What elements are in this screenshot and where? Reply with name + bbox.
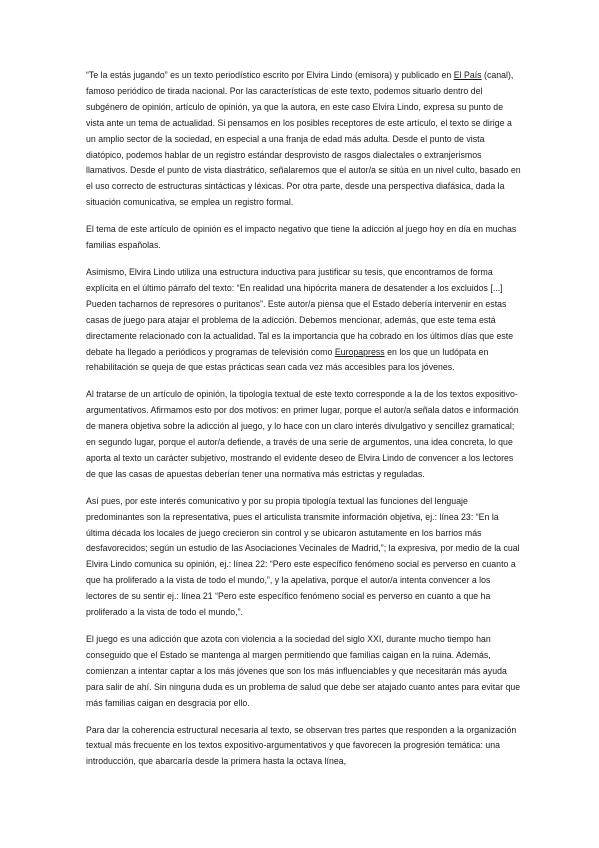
paragraph-language-functions: Así pues, por este interés comunicativo y por su propia tipología textual las funciones del lenguaje predominantes son la representativa, pues el articulista transmite información objetiva, ej.: línea 23: “En la última década los locales de juego crecieron sin control y se ubicaron astutamente en los barrios más desfavorecidos; según un estudio de las Asociaciones Vecinales de Madrid,”; la expresiva, por medio de la cual Elvira Lindo comunica su opinión, ej.: línea 22: “Pero este específico fenómeno social es perverso en cuanto a que ha proliferado a la vista de todo el mundo,”, y la apelativa, porque el autor/a intenta convencer a los lectores de su sentir ej.: línea 21 “Pero este específico fenómeno social es perverso en cuanto a que ha proliferado a la vista de todo el mundo,”. (86, 495, 520, 618)
el-pais-link[interactable]: El País (453, 70, 482, 80)
paragraph-text: en los que un ludópata en rehabilitación se queja de que estas prácticas sean cada vez más accesibles para los jóvenes. (86, 346, 489, 373)
paragraph-typology: Al tratarse de un artículo de opinión, la tipología textual de este texto corresponde a la de los textos expositivo-argumentativos. Afirmamos esto por dos motivos: en primer lugar, porque el autor/a señala datos e información de manera objetiva sobre la adicción al juego, y lo hace con un claro interés divulgativo y sencillez gramatical; en segundo lugar, porque el autor/a defiende, a través de una serie de argumentos, una idea concreta, lo que aporta al texto un carácter subjetivo, mostrando el evidente deseo de Elvira Lindo de convencer a los lectores de que las casas de apuestas deberían tener una normativa más estrictas y reguladas. (86, 389, 519, 479)
paragraph-text: (canal), famoso periódico de tirada nacional. Por las características de este texto, podemos situarlo dentro del subgénero de opinión, artículo de opinión, ya que la autora, en este caso Elvira Lindo, expresa su punto de vista ante un tema de actualidad. Si pensamos en los posibles receptores de este artículo, el texto se dirige a un amplio sector de la sociedad, en especial a una franja de edad más adulta. Desde el punto de vista diatópico, podemos hablar de un registro estándar desprovisto de rasgos dialectales o extranjerismos llamativos. Desde el punto de vista diastrático, señalaremos que el autor/a se sitúa en un nivel culto, basado en el uso correcto de estructuras sintácticas y léxicas. Por otra parte, desde una perspectiva diafásica, dada la situación comunicativa, se emplea un registro formal. (86, 70, 521, 208)
paragraph-coherence: Para dar la coherencia estructural necesaria al texto, se observan tres partes que responden a la organización textual más frecuente en los textos expositivo-argumentativos y que favorecen la progresión temática: una introducción, que abarcaría desde la primera hasta la octava línea, (86, 724, 517, 767)
paragraph-theme: El tema de este artículo de opinión es el impacto negativo que tiene la adicción al juego hoy en día en muchas familias españolas. (86, 224, 517, 251)
paragraph-structure (86, 265, 521, 376)
paragraph-opinion: El juego es una adicción que azota con violencia a la sociedad del siglo XXI, durante mucho tiempo han conseguido que el Estado se mantenga al margen permitiendo que familias caigan en la ruina. Además, comienzan a intentar captar a los más jóvenes que son los más influenciables y que necesitarán más ayuda para salir de ahí. Sin ninguna duda es un problema de salud que debe ser atajado cuanto antes para evitar que más familias caigan en desgracia por ello. (86, 634, 521, 708)
paragraph-text: “Te la estás jugando” es un texto periodístico escrito por Elvira Lindo (emisora) y publicado en (86, 70, 454, 80)
paragraph-text: Asimismo, Elvira Lindo utiliza una estructura inductiva para justificar su tesis, que encontramos de forma explícita en el último párrafo del texto: “En realidad una hipócrita manera de desatender a los excluidos [...] Pueden tacharnos de represores o puritanos”. Este autor/a piensa que el Estado debería intervenir en estas casas de juego para atajar el problema de la adicción. Debemos mencionar, además, que este tema está directamente relacionado con la actualidad. Tal es la importancia que ha cobrado en los últimos días que este debate ha llegado a periódicos y programas de televisión como (86, 266, 514, 357)
paragraph-introduction (86, 68, 521, 211)
europapress-link[interactable]: Europapress (334, 346, 385, 357)
